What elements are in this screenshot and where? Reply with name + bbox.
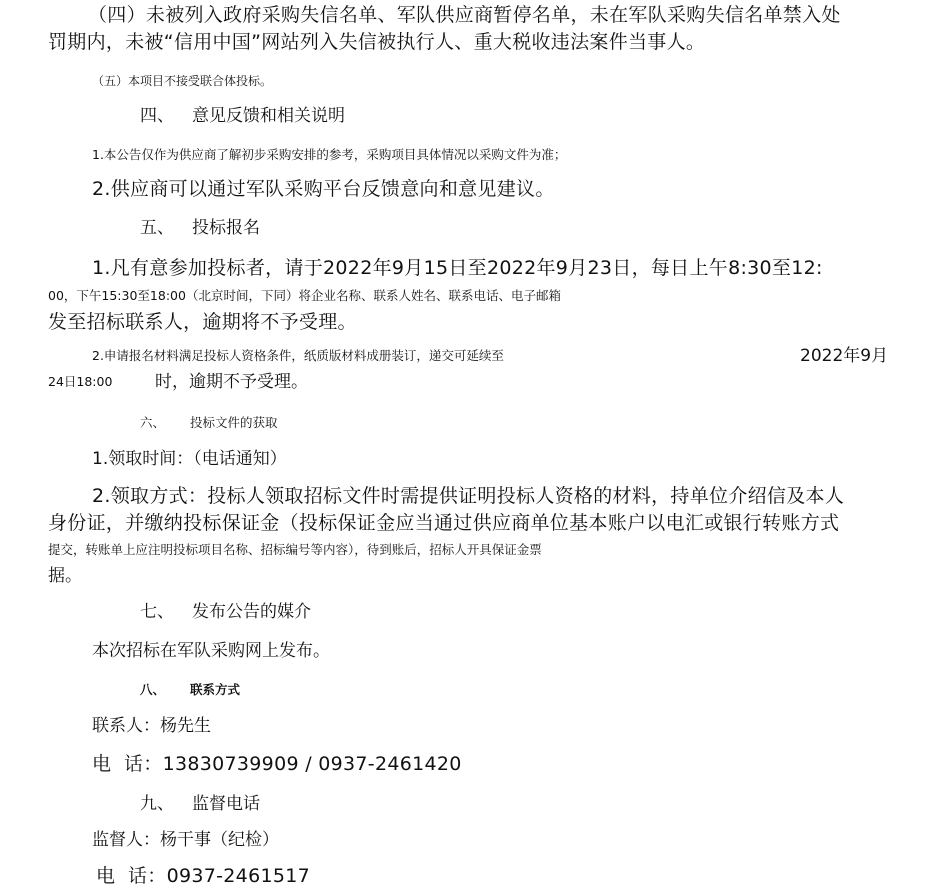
registration-point-1-line-1: 1.凡有意参加投标者，请于2022年9月15日至2022年9月23日，每日上午8:30至12: (92, 257, 823, 279)
section-heading-contact (140, 684, 240, 697)
section-title: 发布公告的媒介 (192, 602, 311, 622)
section-title: 投标文件的获取 (190, 415, 278, 430)
contact-phone: 电 话：13830739909 / 0937-2461420 (92, 753, 462, 775)
section-title: 意见反馈和相关说明 (192, 106, 345, 126)
documents-point-2-line-4: 据。 (48, 566, 82, 586)
section-number: 四、 (140, 106, 174, 126)
media-text: 本次招标在军队采购网上发布。 (92, 641, 330, 661)
registration-point-1-line-2: 00，下午15:30至18:00（北京时间，下同）将企业名称、联系人姓名、联系电话、电子邮箱 (48, 288, 561, 303)
contact-person: 联系人：杨先生 (92, 716, 211, 736)
supervision-person: 监督人：杨干事（纪检） (92, 830, 279, 850)
section-heading-media (140, 604, 311, 621)
documents-point-2-line-3: 提交，转账单上应注明投标项目名称、招标编号等内容），待到账后，招标人开具保证金票 (48, 542, 542, 557)
section-number: 六、 (140, 415, 166, 430)
condition-item-5: （五）本项目不接受联合体投标。 (92, 74, 273, 88)
registration-point-1-line-3: 发至招标联系人，逾期将不予受理。 (48, 311, 357, 333)
feedback-point-2: 2.供应商可以通过军队采购平台反馈意向和意见建议。 (92, 178, 555, 200)
registration-point-2-line-2: 时，逾期不予受理。 (155, 372, 308, 392)
supervision-phone: 电 话：0937-2461517 (96, 865, 311, 887)
section-heading-feedback (140, 108, 345, 125)
condition-item-4-line-1: （四）未被列入政府采购失信名单、军队供应商暂停名单，未在军队采购失信名单禁入处 (88, 4, 841, 26)
section-title: 投标报名 (192, 218, 260, 238)
section-number: 七、 (140, 602, 174, 622)
registration-point-2-line-1: 2.申请报名材料满足投标人资格条件，纸质版材料成册装订，递交可延续至 (92, 348, 504, 363)
documents-point-2-line-2: 身份证，并缴纳投标保证金（投标保证金应当通过供应商单位基本账户以电汇或银行转账方式 (48, 512, 840, 534)
section-number: 八、 (140, 682, 166, 697)
section-number: 五、 (140, 218, 174, 238)
feedback-point-1: 1.本公告仅作为供应商了解初步采购安排的参考，采购项目具体情况以采购文件为准； (92, 147, 567, 162)
section-heading-registration (140, 220, 260, 237)
section-number: 九、 (140, 794, 174, 814)
registration-deadline-date: 2022年9月 (800, 346, 889, 366)
registration-deadline-time: 24日18:00 (48, 374, 113, 389)
documents-point-1: 1.领取时间：（电话通知） (92, 449, 287, 469)
condition-item-4-line-2: 罚期内，未被“信用中国”网站列入失信被执行人、重大税收违法案件当事人。 (48, 31, 706, 53)
section-title: 监督电话 (192, 794, 260, 814)
section-title: 联系方式 (190, 682, 241, 697)
section-heading-supervision (140, 796, 260, 813)
section-heading-documents (140, 417, 278, 430)
documents-point-2-line-1: 2.领取方式：投标人领取招标文件时需提供证明投标人资格的材料，持单位介绍信及本人 (92, 485, 845, 507)
